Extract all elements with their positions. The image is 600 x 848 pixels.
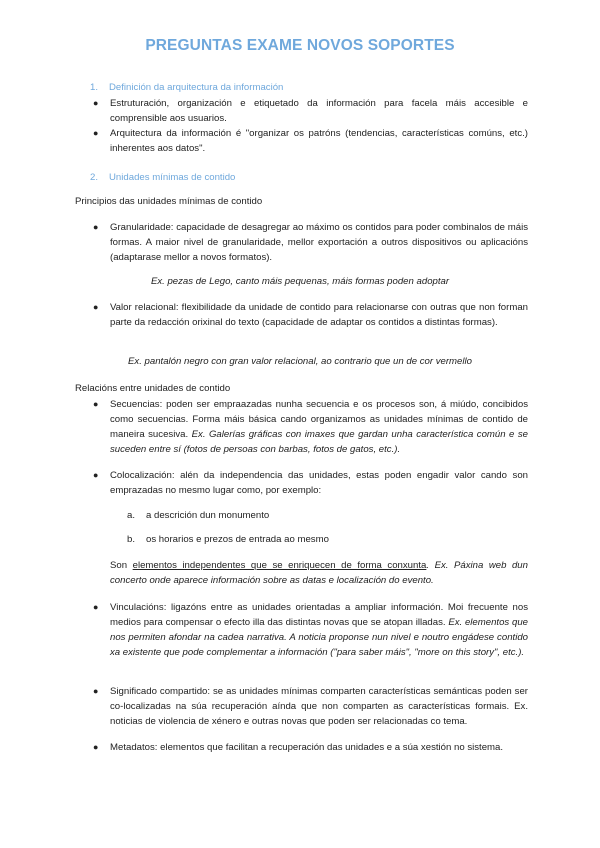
- bullet-dot-icon: ●: [93, 128, 99, 138]
- relation-metadatos: ● Metadatos: elementos que facilitan a recuperación das unidades e a súa xestión no sistema.: [93, 742, 504, 753]
- example-granularidade: Ex. pezas de Lego, canto máis pequenas, máis formas poden adoptar: [150, 276, 450, 287]
- section-1-bullet-1: ● Estruturación, organización e etiquetado da información para facela máis accesible e comprensible aos usuarios.: [93, 98, 528, 124]
- bullet-dot-icon: ●: [93, 222, 99, 232]
- relation-secuencias: ● Secuencias: poden ser empraazadas nunha secuencia e os procesos son, á miúdo, concibidos como secuencias. Forma máis básica cando organizamos as unidades mínimas de contido de maneira sucesiva. Ex. Galerías gráficas con imaxes que gardan unha característica común e se suceden entre sí (fotos de persoas con barbas, fotos de gatos, etc.).: [93, 399, 528, 455]
- item-b-letter: b.: [127, 534, 136, 545]
- item-a-letter: a.: [127, 510, 136, 521]
- section-1-number: 1.: [90, 82, 99, 93]
- colocalizacion-item-a: a. a descrición dun monumento: [127, 510, 270, 521]
- bullet-dot-icon: ●: [93, 686, 99, 696]
- relation-significado: ● Significado compartido: se as unidades mínimas comparten características semánticas poden ser co-localizadas na súa recuperación aínda que non comparten as características formais. Ex. noticias de violencia de xénero e outras novas que poden ser relacionadas co tema.: [93, 686, 528, 727]
- colocalizacion-note: Son elementos independentes que se enriquecen de forma conxunta. Ex. Páxina web dun concerto onde aparece información sobre as datas e localización do evento.: [110, 560, 528, 586]
- colocalizacion-item-b: b. os horarios e prezos de entrada ao mesmo: [127, 534, 329, 545]
- section-2-title: Unidades mínimas de contido: [109, 172, 236, 183]
- relations-heading: Relacións entre unidades de contido: [75, 383, 231, 394]
- example-valor-relacional: Ex. pantalón negro con gran valor relacional, ao contrario que un de cor vermello: [128, 356, 472, 367]
- relation-colocalizacion: ● Colocalización: alén da independencia das unidades, estas poden engadir valor cando son emprazadas no mesmo lugar como, por exemplo:: [93, 470, 528, 496]
- principle-valor-relacional: ● Valor relacional: flexibilidade da unidade de contido para relacionarse con outras que non forman parte da redacción orixinal do texto (capacidade de adaptar os contidos a distintas formas).: [93, 302, 528, 328]
- underlined-phrase: elementos independentes que se enriquecen de forma conxunta: [132, 560, 427, 571]
- section-1-title: Definición da arquitectura da información: [109, 82, 284, 93]
- principles-heading: Principios das unidades mínimas de contido: [75, 196, 263, 207]
- principle-granularidade: ● Granularidade: capacidade de desagregar ao máximo os contidos para poder combinalos de máis formas. A maior nivel de granularidade, mellor exportación a outros dispositivos ou aplicacións (adaptarase mellor a novos formatos).: [93, 222, 528, 263]
- section-1-bullet-2: ● Arquitectura da información é "organizar os patróns (tendencias, características comúns, etc.) inherentes aos datos".: [93, 128, 528, 154]
- relation-vinculacions: ● Vinculacións: ligazóns entre as unidades orientadas a ampliar información. Moi frecuente nos medios para compensar o efecto illa das distintas novas que se atopan illadas. Ex. elementos que nos permiten afondar na cadea narrativa. A noticia proponse nun nivel e noutro engádese contido xa existente que pode complementar a información ("para saber máis", "more on this story", etc.).: [93, 602, 528, 658]
- bullet-dot-icon: ●: [93, 470, 99, 480]
- bullet-dot-icon: ●: [93, 302, 99, 312]
- section-2-number: 2.: [90, 172, 99, 183]
- bullet-dot-icon: ●: [93, 98, 99, 108]
- page-title: PREGUNTAS EXAME NOVOS SOPORTES: [145, 37, 455, 54]
- bullet-dot-icon: ●: [93, 742, 99, 752]
- bullet-dot-icon: ●: [93, 399, 99, 409]
- bullet-dot-icon: ●: [93, 602, 99, 612]
